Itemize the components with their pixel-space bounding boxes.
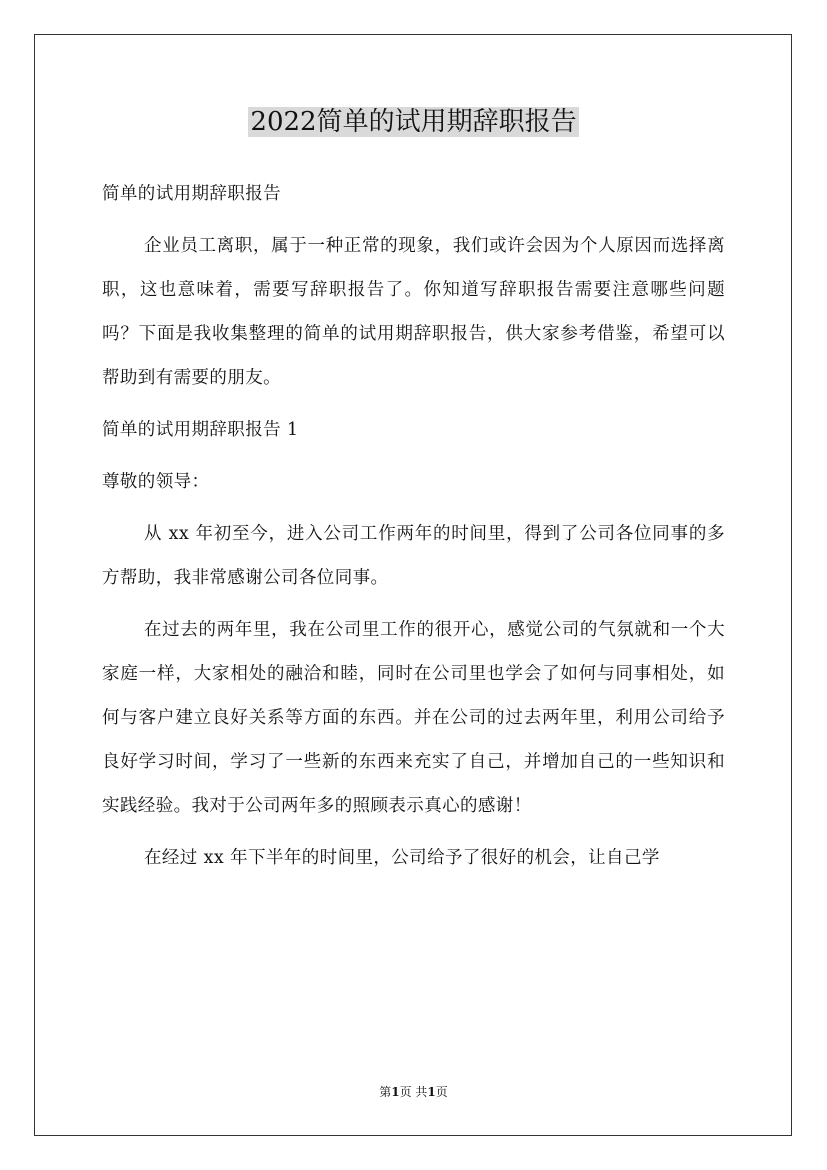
document-title <box>0 100 827 144</box>
body-paragraph: 在过去的两年里，我在公司里工作的很开心，感觉公司的气氛就和一个大家庭一样，大家相处的融洽和睦，同时在公司里也学会了如何与同事相处，如何与客户建立良好关系等方面的东西。并在公司的过去两年里，利用公司给予良好学习时间，学习了一些新的东西来充实了自己，并增加自己的一些知识和实践经验。我对于公司两年多的照顾表示真心的感谢！ <box>102 620 725 816</box>
total-page-number: 1 <box>427 1085 436 1099</box>
page-number-footer <box>0 1082 827 1102</box>
section-heading: 简单的试用期辞职报告 <box>102 184 281 204</box>
intro-paragraph: 企业员工离职，属于一种正常的现象，我们或许会因为个人原因而选择离职，这也意味着，需要写辞职报告了。你知道写辞职报告需要注意哪些问题吗？下面是我收集整理的简单的试用期辞职报告，供大家参考借鉴，希望可以帮助到有需要的朋友。 <box>102 236 725 388</box>
document-title-text: 2022简单的试用期辞职报告 <box>250 107 577 137</box>
salutation: 尊敬的领导： <box>102 472 210 492</box>
body-paragraph: 在经过 xx 年下半年的时间里，公司给予了很好的机会，让自己学 <box>144 848 660 868</box>
section-heading: 简单的试用期辞职报告 1 <box>102 420 299 440</box>
current-page-number: 1 <box>391 1085 400 1099</box>
page-label-prefix: 第 <box>379 1085 392 1099</box>
page-label-mid: 页 共 <box>399 1085 428 1099</box>
body-paragraph: 从 xx 年初至今，进入公司工作两年的时间里，得到了公司各位同事的多方帮助，我非常感谢公司各位同事。 <box>102 524 725 588</box>
page-label-suffix: 页 <box>435 1085 448 1099</box>
document-body <box>102 172 725 888</box>
